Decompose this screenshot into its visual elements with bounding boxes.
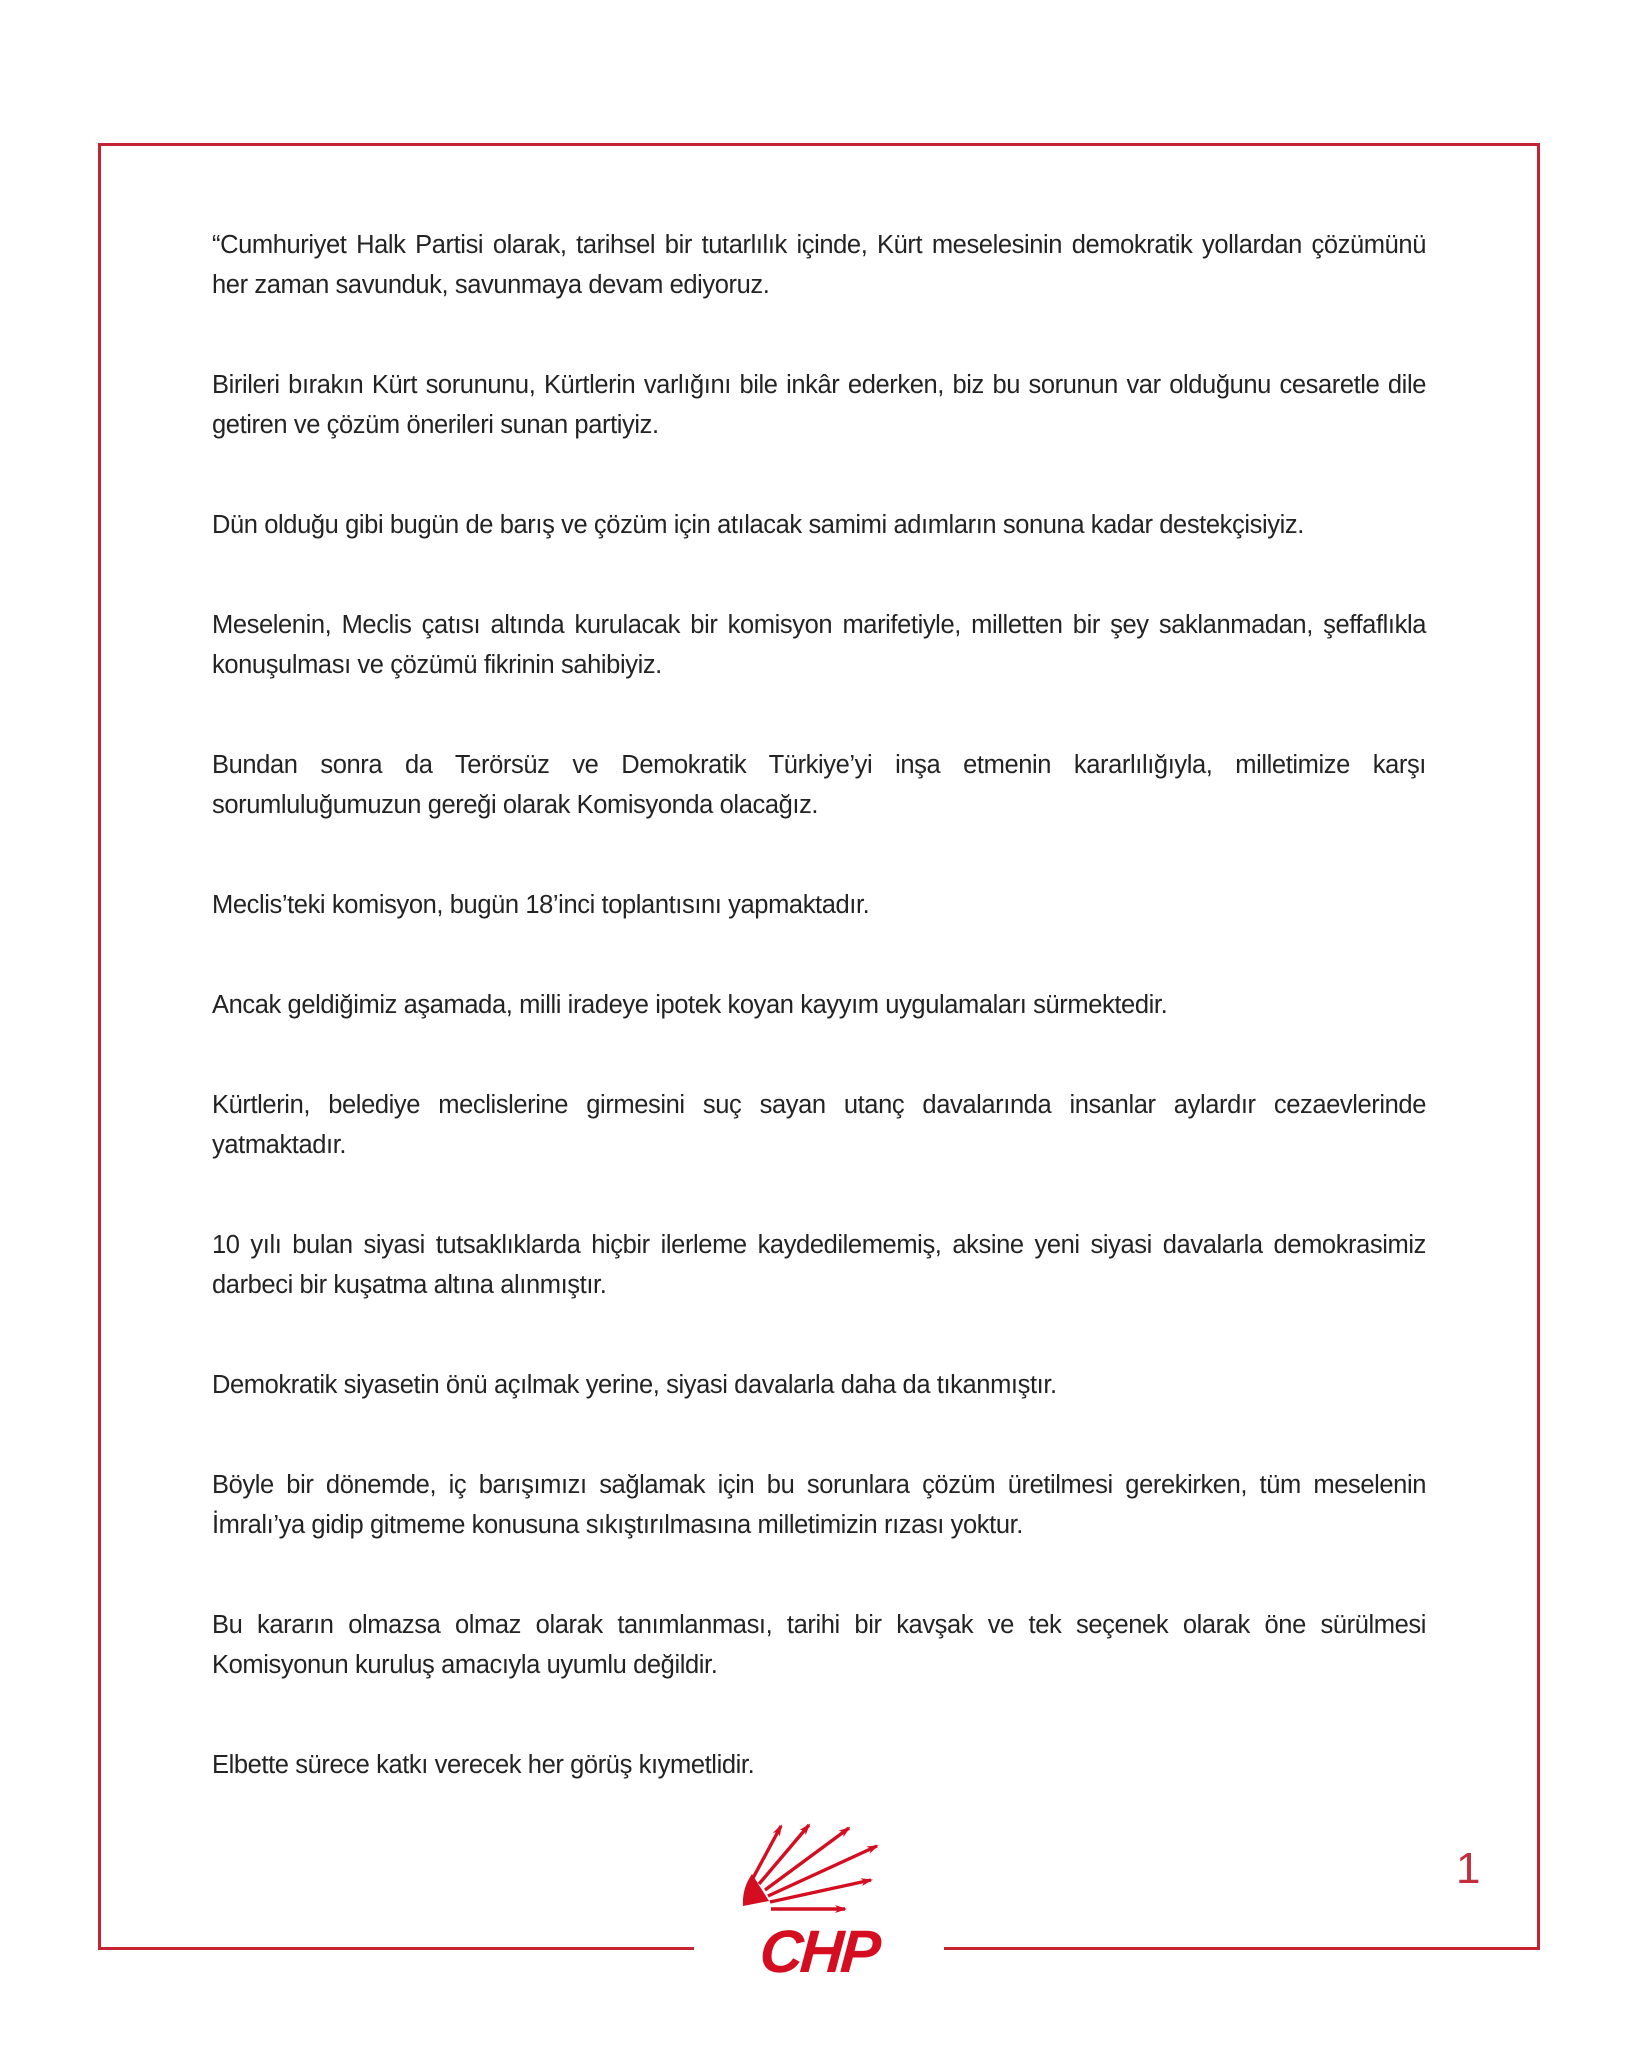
- paragraph-4: Meselenin, Meclis çatısı altında kurulacak bir komisyon marifetiyle, milletten bir şey saklanmadan, şeffaflıkla konuşulması ve çözümü fikrinin sahibiyiz.: [212, 611, 1426, 679]
- paragraph-2: Birileri bırakın Kürt sorununu, Kürtlerin varlığını bile inkâr ederken, biz bu sorunun var olduğunu cesaretle dile getiren ve çözüm önerileri sunan partiyiz.: [212, 371, 1426, 439]
- paragraph-5: Bundan sonra da Terörsüz ve Demokratik Türkiye’yi inşa etmenin kararlılığıyla, milletimize karşı sorumluluğumuzun gereği olarak Komisyonda olacağız.: [212, 751, 1426, 819]
- chp-six-arrows-icon: [739, 1814, 899, 1918]
- chp-logo: [694, 1802, 944, 2018]
- document-body: [212, 225, 1426, 1785]
- paragraph-7: Ancak geldiğimiz aşamada, milli iradeye ipotek koyan kayyım uygulamaları sürmektedir.: [212, 991, 1168, 1019]
- chp-logo-text: CHP: [757, 1918, 881, 1985]
- paragraph-9: 10 yılı bulan siyasi tutsaklıklarda hiçbir ilerleme kaydedilememiş, aksine yeni siyasi davalarla demokrasimiz darbeci bir kuşatma altına alınmıştır.: [212, 1231, 1426, 1299]
- paragraph-6: Meclis’teki komisyon, bugün 18’inci toplantısını yapmaktadır.: [212, 891, 870, 919]
- paragraph-12: Bu kararın olmazsa olmaz olarak tanımlanması, tarihi bir kavşak ve tek seçenek olarak öne sürülmesi Komisyonun kuruluş amacıyla uyumlu değildir.: [212, 1611, 1426, 1679]
- paragraph-3: Dün olduğu gibi bugün de barış ve çözüm için atılacak samimi adımların sonuna kadar destekçisiyiz.: [212, 511, 1304, 539]
- paragraph-13: Elbette sürece katkı verecek her görüş kıymetlidir.: [212, 1751, 755, 1779]
- paragraph-1: “Cumhuriyet Halk Partisi olarak, tarihsel bir tutarlılık içinde, Kürt meselesinin demokratik yollardan çözümünü her zaman savunduk, savunmaya devam ediyoruz.: [212, 231, 1426, 299]
- paragraph-10: Demokratik siyasetin önü açılmak yerine, siyasi davalarla daha da tıkanmıştır.: [212, 1371, 1057, 1399]
- paragraph-8: Kürtlerin, belediye meclislerine girmesini suç sayan utanç davalarında insanlar aylardır cezaevlerinde yatmaktadır.: [212, 1091, 1426, 1159]
- page-number: 1: [1456, 1844, 1481, 1893]
- paragraph-11: Böyle bir dönemde, iç barışımızı sağlamak için bu sorunlara çözüm üretilmesi gerekirken, tüm meselenin İmralı’ya gidip gitmeme konusuna sıkıştırılmasına milletimizin rızası yoktur.: [212, 1471, 1426, 1539]
